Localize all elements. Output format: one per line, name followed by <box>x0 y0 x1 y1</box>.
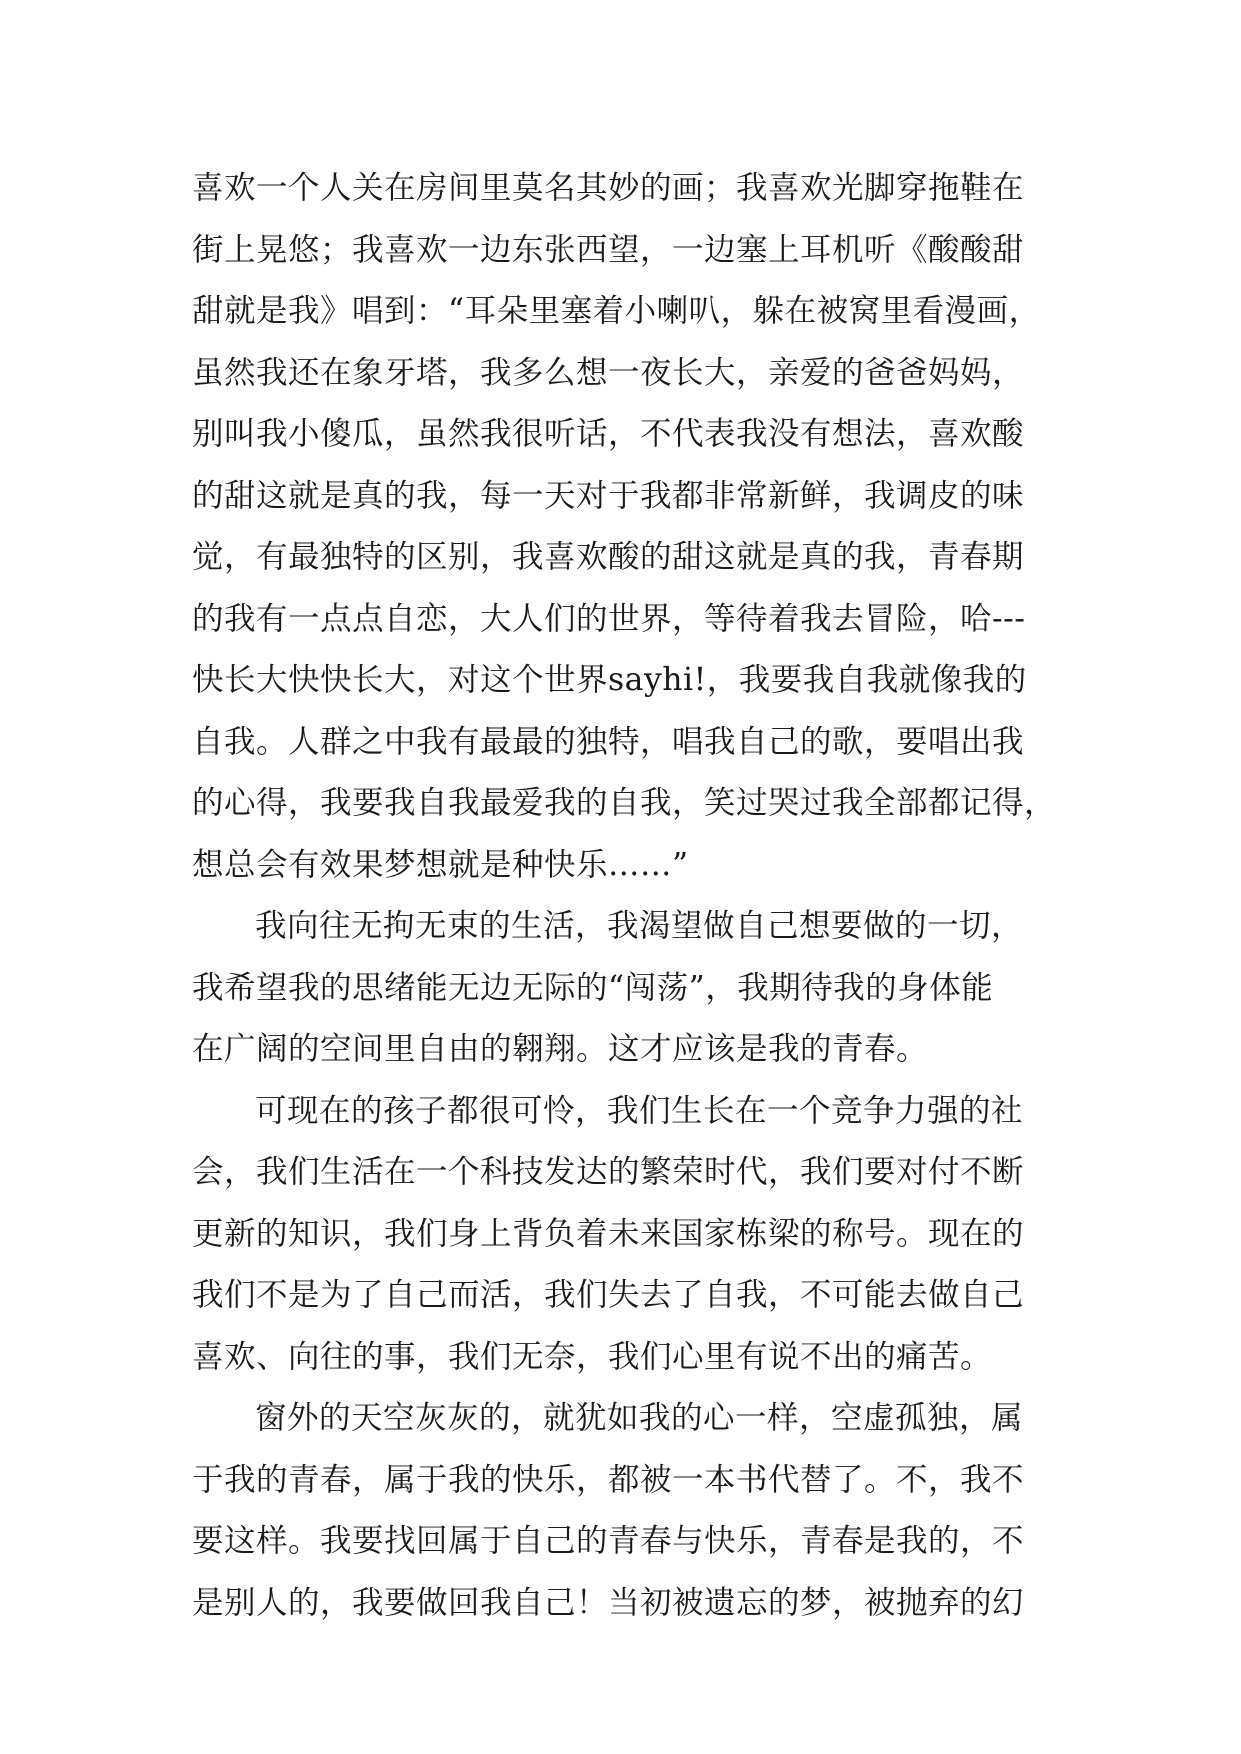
text-line: 是别人的，我要做回我自己！当初被遗忘的梦，被抛弃的幻 <box>192 1584 1025 1621</box>
text-line: 的甜这就是真的我，每一天对于我都非常新鲜，我调皮的味 <box>192 477 1025 514</box>
paragraph-first-line: 窗外的天空灰灰的，就犹如我的心一样，空虚孤独，属 <box>255 1400 1024 1436</box>
essay-body <box>192 158 1072 1634</box>
text-line: 喜欢一个人关在房间里莫名其妙的画；我喜欢光脚穿拖鞋在 <box>192 170 1025 206</box>
text-line: 的我有一点点自恋，大人们的世界，等待着我去冒险，哈--- <box>192 600 1026 637</box>
text-line: 别叫我小傻瓜，虽然我很听话，不代表我没有想法，喜欢酸 <box>192 416 1025 452</box>
text-line: 更新的知识，我们身上背负着未来国家栋梁的称号。现在的 <box>192 1215 1025 1252</box>
text-line: 想总会有效果梦想就是种快乐……” <box>192 846 689 883</box>
text-line: 我希望我的思绪能无边无际的“闯荡”，我期待我的身体能 <box>192 969 994 1006</box>
text-line: 于我的青春，属于我的快乐，都被一本书代替了。不，我不 <box>192 1461 1025 1498</box>
text-line: 我们不是为了自己而活，我们失去了自我，不可能去做自己 <box>192 1277 1025 1313</box>
text-line: 的心得，我要我自我最爱我的自我，笑过哭过我全部都记得， <box>192 785 1057 821</box>
text-line: 甜就是我》唱到：“耳朵里塞着小喇叭，躲在被窝里看漫画， <box>192 293 1041 329</box>
paragraph-first-line: 我向往无拘无束的生活，我渴望做自己想要做的一切， <box>255 908 1024 944</box>
text-line: 喜欢、向往的事，我们无奈，我们心里有说不出的痛苦。 <box>192 1338 993 1375</box>
text-line: 在广阔的空间里自由的翱翔。这才应该是我的青春。 <box>192 1031 929 1067</box>
paragraph-first-line: 可现在的孩子都很可怜，我们生长在一个竞争力强的社 <box>255 1092 1024 1129</box>
text-line: 会，我们生活在一个科技发达的繁荣时代，我们要对付不断 <box>192 1154 1025 1190</box>
text-line: 觉，有最独特的区别，我喜欢酸的甜这就是真的我，青春期 <box>192 539 1025 575</box>
text-line: 快长大快快长大，对这个世界sayhi!，我要我自我就像我的 <box>192 662 1027 698</box>
text-line: 街上晃悠；我喜欢一边东张西望，一边塞上耳机听《酸酸甜 <box>192 231 1025 268</box>
text-line: 自我。人群之中我有最最的独特，唱我自己的歌，要唱出我 <box>192 723 1025 760</box>
text-line: 虽然我还在象牙塔，我多么想一夜长大，亲爱的爸爸妈妈， <box>192 354 1025 391</box>
text-line: 要这样。我要找回属于自己的青春与快乐，青春是我的，不 <box>192 1523 1025 1559</box>
